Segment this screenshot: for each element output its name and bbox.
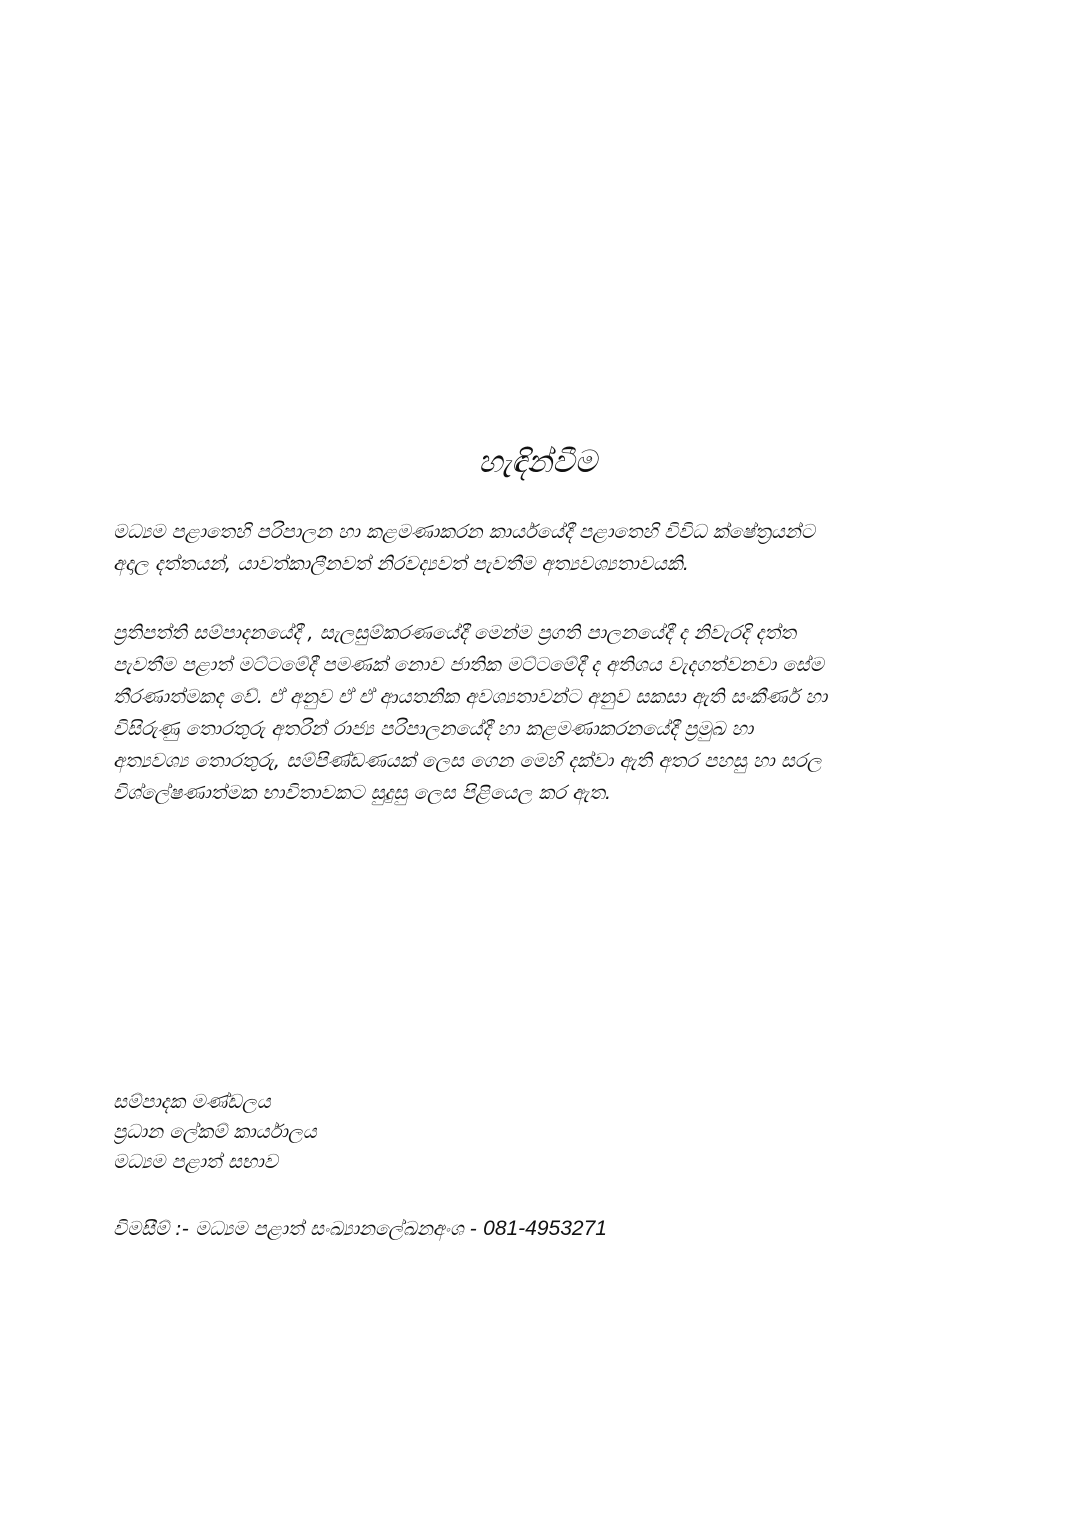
- paragraph-line: මධ්‍යම පළාතෙහි පරිපාලන හා කළමණාකරන කාර්යයේදී පළාතෙහි විවිධ ක්ෂේත්‍රයන්ට: [113, 520, 815, 543]
- paragraph-line: තීරණාත්මකද වේ. ඒ අනුව ඒ ඒ ආයතනික අවශ්‍යතාවන්ට අනුව සකසා ඇති සංකීර්ණ හා: [113, 685, 828, 708]
- paragraph-line: ප්‍රතිපත්ති සම්පාදනයේදී , සැලසුම්කරණයේදී මෙන්ම ප්‍රගති පාලනයේදී ද නිවැරදි දත්ත: [113, 621, 796, 644]
- contact-line: [113, 1213, 963, 1245]
- paragraph-line: අදාල දත්තයන්, යාවත්කාලීනවත් නිරවද්‍යවත් පැවතීම අත්‍යවශ්‍යතාවයකි.: [113, 552, 689, 575]
- intro-paragraph-1: [113, 516, 963, 580]
- paragraph-line: පැවතීම පළාත් මට්ටමේදී පමණක් නොව ජාතික මට්ටමේදී ද අතිශය වැදගත්වනවා සේම: [113, 653, 824, 676]
- paragraph-line: විශ්ලේෂණාත්මක භාවිතාවකට සුදුසු ලෙස පිළියෙල කර ඇත.: [113, 781, 612, 804]
- signature-line: ප්‍රධාන ලේකම් කාර්යාලය: [113, 1120, 317, 1143]
- signature-block: [113, 1087, 963, 1177]
- contact-label: විමසීම් :- මධ්‍යම පළාත් සංඛ්‍යානලේඛනඅංශ -: [113, 1217, 484, 1240]
- contact-phone: 081-4953271: [483, 1217, 607, 1240]
- signature-line: මධ්‍යම පළාත් සභාව: [113, 1150, 278, 1173]
- paragraph-line: විසිරුණු තොරතුරු අතරින් රාජ්‍ය පරිපාලනයේදී හා කළමණාකරනයේදී ප්‍රමුඛ හා: [113, 717, 754, 740]
- page-title: හැඳින්වීම: [478, 444, 597, 480]
- paragraph-line: අත්‍යවශ්‍ය තොරතුරු, සම්පිණ්ඩණයක් ලෙස ගෙන මෙහි දක්වා ඇති අතර පහසු හා සරල: [113, 749, 822, 772]
- intro-paragraph-2: [113, 617, 963, 809]
- signature-line: සම්පාදක මණ්ඩලය: [113, 1090, 271, 1113]
